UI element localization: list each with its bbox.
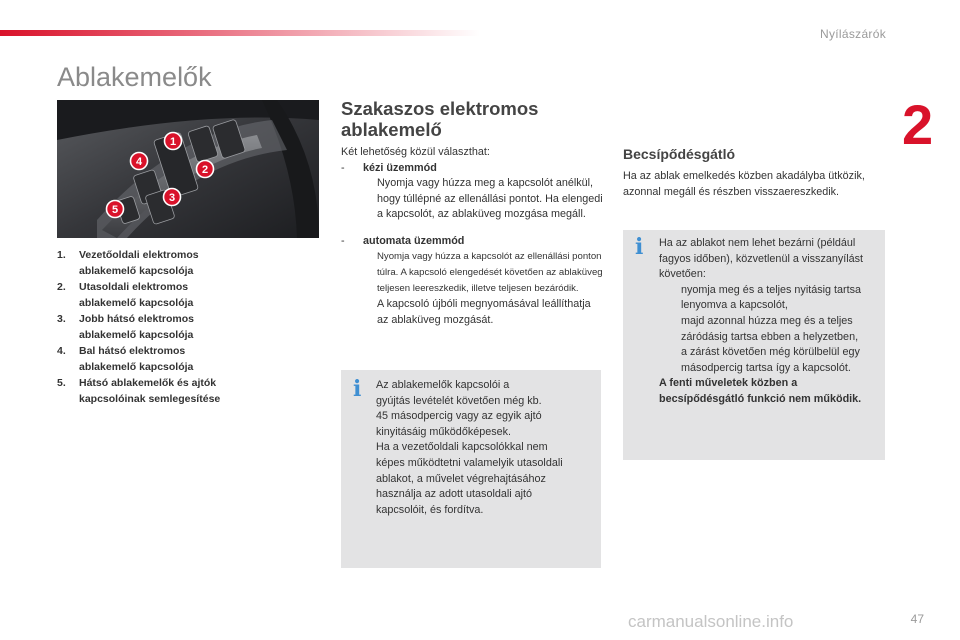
chapter-number: 2 (902, 93, 934, 156)
info-box-switches (341, 370, 601, 568)
pointer-icon (363, 176, 377, 223)
auto-bullet-1: Nyomja vagy húzza a kapcsolót az ellenállási ponton túlra. A kapcsoló elengedését követően az ablaküveg teljesen leereszkedik, illetve teljesen bezáródik. (341, 249, 603, 297)
antipinch-intro: Ha az ablak emelkedés közben akadályba ütközik, azonnal megáll és részben visszaereszkedik. (623, 170, 865, 198)
marker-3 (164, 189, 181, 206)
legend-item: 5. Hátsó ablakemelők és ajtók kapcsolóinak semlegesítése (57, 377, 221, 405)
legend-item: 3. Jobb hátsó elektromos ablakemelő kapcsolója (57, 313, 194, 341)
sequential-title: Szakaszos elektromos ablakemelő (341, 98, 539, 140)
antipinch-title: Becsípődésgátló (623, 146, 736, 162)
marker-5 (107, 201, 124, 218)
auto-bullet-2: A kapcsoló újbóli megnyomásával leállíthatja az ablaküveg mozgását. (341, 297, 603, 328)
window-switch-photo (57, 100, 319, 238)
pointer-icon (659, 283, 681, 314)
step-item: nyomja meg és a teljes nyitásig tartsa lenyomva a kapcsolót, (659, 283, 881, 314)
watermark: carmanualsonline.info (628, 612, 794, 631)
pointer-icon (363, 249, 377, 297)
svg-text:4: 4 (135, 156, 143, 168)
pointer-icon (659, 345, 681, 376)
svg-text:2: 2 (201, 164, 209, 176)
legend-item: 2. Utasoldali elektromos ablakemelő kapcsolója (57, 281, 194, 309)
antipinch-warning: A fenti műveletek közben a becsípődésgátló funkció nem működik. (659, 377, 862, 405)
page-number: 47 (910, 612, 924, 626)
sequential-content (341, 145, 603, 328)
legend-item: 4. Bal hátsó elektromos ablakemelő kapcsolója (57, 345, 194, 373)
marker-2 (197, 161, 214, 178)
marker-1 (165, 133, 182, 150)
step-item: majd azonnal húzza meg és a teljes záródásig tartsa ebben a helyzetben, (659, 314, 881, 345)
manual-mode: - kézi üzemmód (341, 161, 437, 174)
svg-text:1: 1 (169, 136, 177, 148)
info-text: Az ablakemelők kapcsolói a gyújtás levételét követően még kb. 45 másodpercig vagy az egyik ajtó kinyitásáig működőképesek. Ha a vezetőoldali kapcsolókkal nem képes működtetni valamelyik utasoldali ablakot, a művelet végrehajtásához használja az adott utasoldali ajtó kapcsolóit, és fordítva. (376, 379, 563, 516)
info-box-antipinch (623, 230, 885, 460)
antipinch-info-text: Ha az ablakot nem lehet bezárni (például fagyos időben), közvetlenül a visszanyílást követően: nyomja meg és a teljes nyitásig tartsa lenyomva a kapcsolót, majd azonnal húzza meg és a teljes záródásig tartsa ebben a helyzetben, a zárást követően még körülbelül egy másodpercig tartsa így a kapcsolót. A fenti műveletek közben a becsípődésgátló funkció nem működik. (659, 236, 881, 408)
svg-text:5: 5 (111, 204, 119, 216)
svg-text:3: 3 (168, 192, 176, 204)
marker-4 (131, 153, 148, 170)
info-icon: i (353, 376, 362, 402)
pointer-icon (659, 314, 681, 345)
switch-legend (57, 248, 317, 408)
manual-bullet: Nyomja vagy húzza meg a kapcsolót anélkül, hogy túllépné az ellenállási pontot. Ha elengedi a kapcsolót, az ablaküveg mozgása megáll. (341, 176, 603, 223)
legend-item: 1. Vezetőoldali elektromos ablakemelő kapcsolója (57, 249, 199, 277)
step-item: a zárást követően még körülbelül egy másodpercig tartsa így a kapcsolót. (659, 345, 881, 376)
info-icon: i (635, 234, 644, 260)
header-accent-bar (0, 30, 480, 36)
pointer-icon (363, 297, 377, 328)
section-name: Nyílászárók (820, 27, 886, 41)
auto-mode: - automata üzemmód (341, 234, 465, 247)
page-title: Ablakemelők (57, 62, 212, 92)
door-panel-illustration (57, 100, 319, 238)
sequential-intro: Két lehetőség közül választhat: (341, 146, 490, 158)
